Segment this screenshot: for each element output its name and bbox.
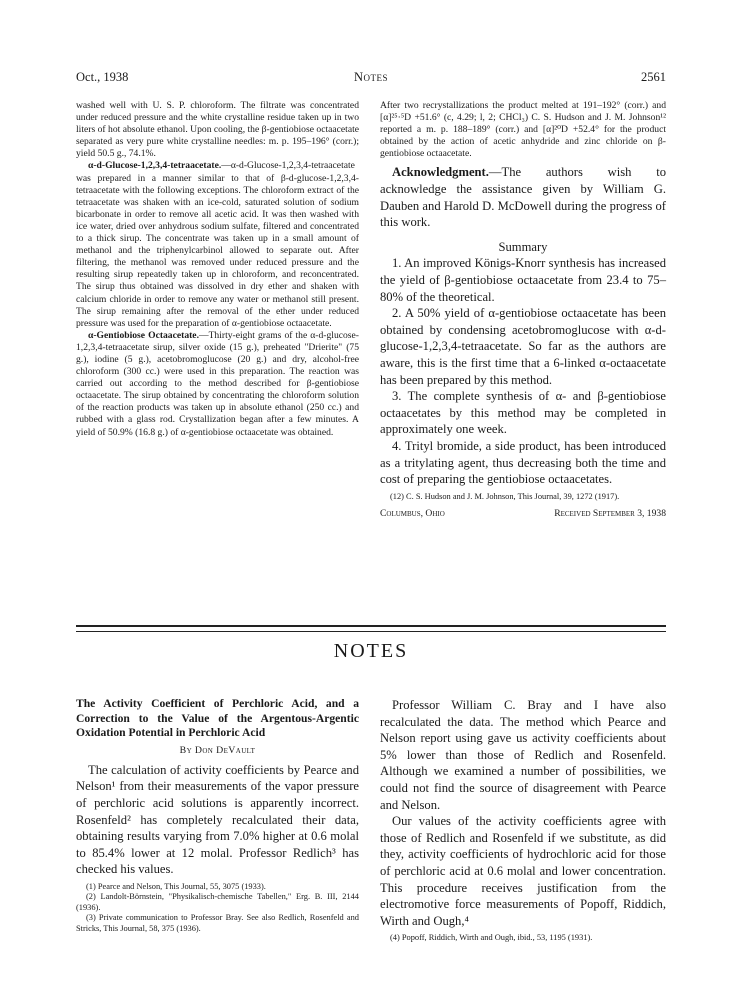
summary-item: 4. Trityl bromide, a side product, has been introduced as a tritylating agent, thus decreasing both the time and cost of preparing the gentiobiose octaacetates.	[380, 438, 666, 487]
paragraph: After two recrystallizations the product melted at 191–192° (corr.) and [α]²⁵·⁵D +51.6° (c, 4.29; l, 2; CHCl₃) C. S. Hudson and J. M. Johnson¹² reported a m. p. 188–189° (corr.) and [α]²⁰D +52.4° for the product obtained by the action of acetic anhydride and zinc chloride on β-gentiobiose octaacetate.	[380, 100, 666, 160]
subsection-title: α-d-Glucose-1,2,3,4-tetraacetate.	[88, 160, 222, 172]
running-head	[76, 70, 666, 88]
footnote: (4) Popoff, Riddich, Wirth and Ough, ibid., 53, 1195 (1931).	[390, 933, 593, 943]
section-divider-thick	[76, 625, 666, 627]
paragraph	[76, 160, 359, 329]
acknowledgment	[380, 164, 666, 230]
section-title: NOTES	[333, 640, 409, 662]
issue-date: Oct., 1938	[76, 70, 129, 84]
top-left-column	[76, 100, 359, 439]
top-right-column	[380, 100, 666, 522]
acknowledgment-body: —The authors wish to acknowledge the assistance given by William G. Dauben and Harold D. McDowell during the progress of this work.	[380, 165, 666, 230]
bottom-left-column	[76, 697, 359, 934]
bottom-right-column	[380, 697, 666, 944]
summary-heading: Summary	[498, 239, 548, 254]
footnote: (2) Landolt-Börnstein, "Physikalisch-chemische Tabellen," Erg. B. III, 2144 (1936).	[76, 892, 359, 912]
footnote: (3) Private communication to Professor Bray. See also Redlich, Rosenfeld and Stricks, This Journal, 58, 375 (1936).	[76, 913, 359, 933]
subsection-title: α-Gentiobiose Octaacetate.	[88, 329, 199, 341]
footnotes	[76, 882, 359, 934]
section-name: Notes	[353, 70, 389, 84]
paragraph	[76, 330, 359, 439]
dateline	[380, 508, 666, 522]
paragraph-body: —Thirty-eight grams of the α-d-glucose-1,2,3,4-tetraacetate sirup, silver oxide (15 g.), preheated "Drierite" (75 g.), iodine (5 g.), acetobromoglucose (20 g.) and dry, alcohol-free chloroform (300 cc.) were used in this preparation. The reaction was carried out according to the method described for β-gentiobiose octaacetate. The sirup obtained by concentrating the chloroform solution of the reaction products was taken up in absolute ethanol (250 cc.) and rubbed with a glass rod. Crystallization began after a few minutes. A yield of 50.9% (16.8 g.) of α-gentiobiose octaacetate was obtained.	[76, 329, 359, 438]
footnote: (12) C. S. Hudson and J. M. Johnson, This Journal, 39, 1272 (1917).	[390, 491, 620, 501]
author-byline: By Don DeVault	[179, 744, 256, 756]
footnote: (1) Pearce and Nelson, This Journal, 55, 3075 (1933).	[86, 881, 266, 891]
article-title: The Activity Coefficient of Perchloric Acid, and a Correction to the Value of the Argentous-Argentic Oxidation Potential in Perchloric Acid	[76, 697, 359, 740]
paragraph: The calculation of activity coefficients by Pearce and Nelson¹ from their measurements of the vapor pressure of perchloric acid solutions is apparently incorrect. Rosenfeld² has completely recalculated their data, obtaining results varying from 7.0% higher at 0.6 molal to 85.4% lower at 12 molal. Professor Redlich³ has checked his values.	[76, 762, 359, 877]
footnotes	[380, 933, 666, 943]
paragraph: Professor William C. Bray and I have also recalculated the data. The method which Pearce and Nelson report using gave us activity coefficients about 5% lower than those of Redlich and Rosenfeld. Although we examined a number of possibilities, we could not find the source of disagreement with Pearce and Nelson.	[380, 698, 666, 812]
summary-item: 2. A 50% yield of α-gentiobiose octaacetate has been obtained by condensing acetobromoglucose with α-d-glucose-1,2,3,4-tetraacetate. So far as the authors are aware, this is the first time that a 6-linked α-octaacetate has been prepared by this method.	[380, 306, 666, 387]
footnotes	[380, 492, 666, 502]
received-date: Received September 3, 1938	[554, 508, 666, 520]
summary-item: 3. The complete synthesis of α- and β-gentiobiose octaacetates by this method may be completed in approximately one week.	[380, 389, 666, 437]
page-number: 2561	[641, 70, 666, 84]
summary-item: 1. An improved Königs-Knorr synthesis has increased the yield of β-gentiobiose octaacetate from 23.4 to 75–80% of the theoretical.	[380, 256, 666, 304]
place: Columbus, Ohio	[380, 508, 445, 520]
paragraph-body: —α-d-Glucose-1,2,3,4-tetraacetate was prepared in a manner similar to that of β-d-glucose-1,2,3,4-tetraacetate with the following exceptions. The chloroform extract of the tetraacetate was shaken with an ice-cold, saturated solution of sodium bicarbonate in order to remove all acetic acid. It was then washed with ice water, dried over anhydrous sodium sulfate, filtered and concentrated to a thick sirup. The concentrate was taken up in a small amount of methanol and the triphenylcarbinol allowed to separate out. After filtering, the methanol was removed under reduced pressure and the resulting sirup repeatedly taken up in chloroform, and reconcentrated. The sirup thus obtained was dissolved in dry ether and shaken with calcium chloride in order to remove any water or methanol still present. The sirup remaining after the removal of the ether under reduced pressure was used for the preparation of α-gentiobiose octaacetate.	[76, 160, 359, 329]
section-divider-thin	[76, 631, 666, 632]
paragraph: washed well with U. S. P. chloroform. The filtrate was concentrated under reduced pressure and the white crystalline residue taken up in two liters of hot absolute ethanol. Upon cooling, the β-gentiobiose octaacetate separated as very pure white crystalline needles: m. p. 195–196° (corr.); yield 50.5 g., 74.1%.	[76, 100, 359, 160]
paragraph: Our values of the activity coefficients agree with those of Redlich and Rosenfeld if we substitute, as did they, activity coefficients of hydrochloric acid for those of perchloric acid at 0.6 molal and lower concentration. This procedure receives justification from the electromotive force measurements of Popoff, Riddich, Wirth and Ough,⁴	[380, 814, 666, 928]
acknowledgment-title: Acknowledgment.	[392, 165, 489, 180]
